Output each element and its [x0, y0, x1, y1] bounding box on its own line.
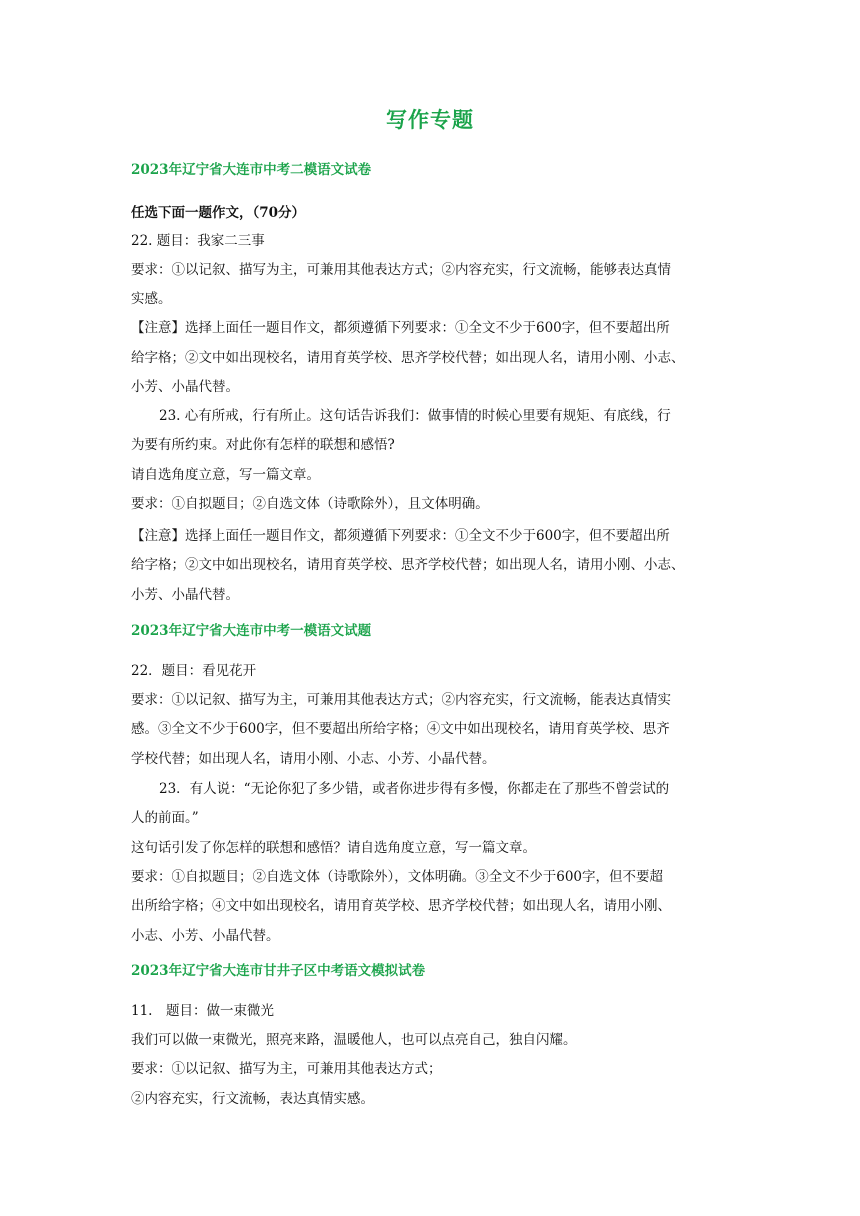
text-line: 请自选角度立意，写一篇文章。	[131, 467, 320, 483]
text-line: 人的前面。”	[131, 810, 199, 826]
text-line: 要求：①以记叙、描写为主，可兼用其他表达方式；	[131, 1061, 442, 1077]
text-line: 要求：①自拟题目；②自选文体（诗歌除外），文体明确。③全文不少于600字，但不要超	[131, 869, 664, 885]
text-line: 要求：①以记叙、描写为主，可兼用其他表达方式；②内容充实，行文流畅，能够表达真情	[131, 262, 671, 278]
instruction-line: 任选下面一题作文，（70分）	[131, 205, 306, 221]
text-line: 23. 心有所戒，行有所止。这句话告诉我们：做事情的时候心里要有规矩、有底线，行	[159, 408, 671, 424]
text-line: 【注意】选择上面任一题目作文，都须遵循下列要求：①全文不少于600字，但不要超出所	[131, 320, 670, 336]
text-line: 小芳、小晶代替。	[131, 379, 239, 395]
text-line: 小芳、小晶代替。	[131, 587, 239, 603]
section-heading: 2023年辽宁省大连市中考一模语文试题	[131, 623, 372, 639]
text-line: 出所给字格；④文中如出现校名，请用育英学校、思齐学校代替；如出现人名，请用小刚、	[131, 898, 671, 914]
text-line: 11. 题目：做一束微光	[131, 1003, 274, 1019]
text-line: 小志、小芳、小晶代替。	[131, 928, 280, 944]
text-line: 我们可以做一束微光，照亮来路，温暖他人，也可以点亮自己，独自闪耀。	[131, 1032, 577, 1048]
text-line: 要求：①以记叙、描写为主，可兼用其他表达方式；②内容充实，行文流畅，能表达真情实	[131, 692, 671, 708]
document-title: 写作专题	[386, 107, 474, 132]
text-line: 22．题目：看见花开	[131, 663, 257, 679]
text-line: 给字格；②文中如出现校名，请用育英学校、思齐学校代替；如出现人名，请用小刚、小志、	[131, 350, 685, 366]
text-line: ②内容充实，行文流畅，表达真情实感。	[131, 1091, 374, 1107]
text-line: 感。③全文不少于600字，但不要超出所给字格；④文中如出现校名，请用育英学校、思齐	[131, 721, 670, 737]
section-heading: 2023年辽宁省大连市甘井子区中考语文模拟试卷	[131, 963, 426, 979]
section-heading: 2023年辽宁省大连市中考二模语文试卷	[131, 162, 372, 178]
text-line: 这句话引发了你怎样的联想和感悟？请自选角度立意，写一篇文章。	[131, 840, 536, 856]
text-line: 给字格；②文中如出现校名，请用育英学校、思齐学校代替；如出现人名，请用小刚、小志、	[131, 557, 685, 573]
text-line: 【注意】选择上面任一题目作文，都须遵循下列要求：①全文不少于600字，但不要超出所	[131, 528, 670, 544]
text-line: 22. 题目：我家二三事	[131, 233, 265, 249]
text-line: 要求：①自拟题目；②自选文体（诗歌除外），且文体明确。	[131, 496, 489, 512]
text-line: 为要有所约束。对此你有怎样的联想和感悟?	[131, 437, 395, 453]
text-line: 实感。	[131, 291, 172, 307]
text-line: 23．有人说：“无论你犯了多少错，或者你进步得有多慢，你都走在了那些不曾尝试的	[159, 781, 670, 797]
text-line: 学校代替；如出现人名，请用小刚、小志、小芳、小晶代替。	[131, 751, 496, 767]
